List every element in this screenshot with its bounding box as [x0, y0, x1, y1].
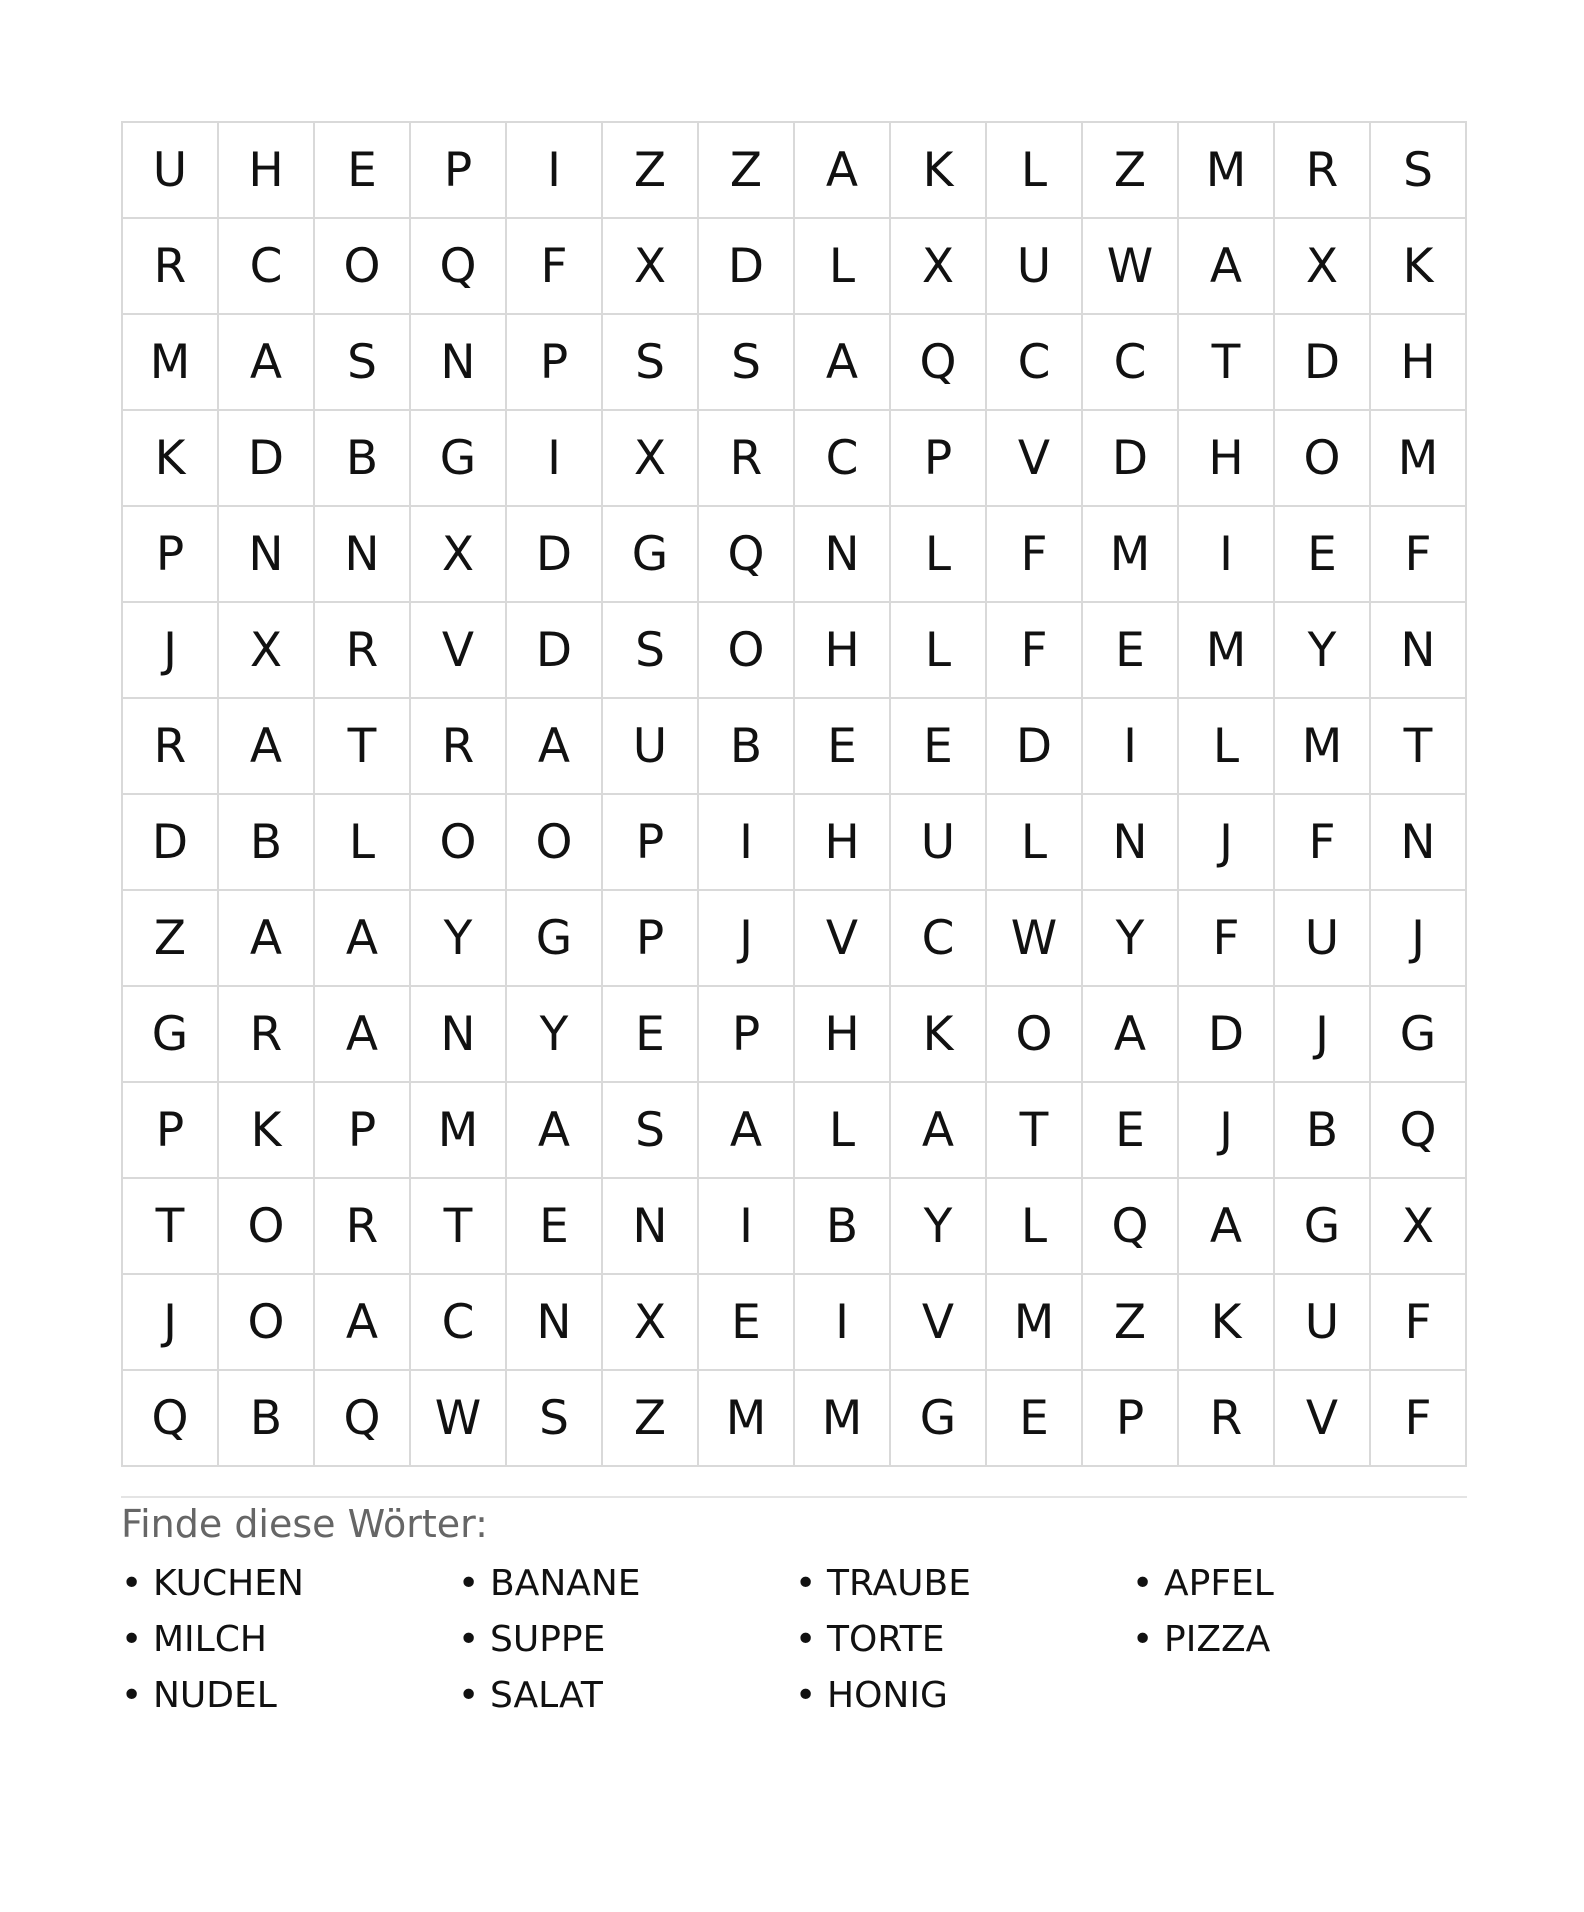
grid-cell[interactable]: D	[123, 795, 219, 891]
grid-cell[interactable]: V	[891, 1275, 987, 1371]
grid-cell[interactable]: C	[411, 1275, 507, 1371]
grid-cell[interactable]: A	[507, 1083, 603, 1179]
bullet-icon: •	[121, 1563, 143, 1604]
grid-cell[interactable]: D	[1275, 315, 1371, 411]
grid-cell[interactable]: Q	[699, 507, 795, 603]
bullet-icon: •	[121, 1675, 143, 1716]
grid-cell[interactable]: M	[1083, 507, 1179, 603]
grid-cell[interactable]: Q	[411, 219, 507, 315]
grid-cell[interactable]: P	[123, 507, 219, 603]
word-list-item	[458, 1612, 795, 1668]
word-list	[121, 1556, 1467, 1724]
word-list-item	[121, 1556, 458, 1612]
grid-cell[interactable]: N	[315, 507, 411, 603]
grid-cell[interactable]: T	[315, 699, 411, 795]
grid-cell[interactable]: R	[315, 603, 411, 699]
grid-cell[interactable]: U	[987, 219, 1083, 315]
grid-cell[interactable]: L	[987, 795, 1083, 891]
grid-cell[interactable]: O	[219, 1179, 315, 1275]
grid-cell[interactable]: Q	[1083, 1179, 1179, 1275]
grid-cell[interactable]: E	[507, 1179, 603, 1275]
grid-cell[interactable]: O	[987, 987, 1083, 1083]
bullet-icon: •	[795, 1675, 817, 1716]
word-label: KUCHEN	[153, 1563, 304, 1604]
grid-cell[interactable]: L	[795, 1083, 891, 1179]
word-label: BANANE	[490, 1563, 641, 1604]
grid-cell[interactable]: R	[219, 987, 315, 1083]
letter-grid	[121, 121, 1467, 1467]
grid-cell[interactable]: V	[411, 603, 507, 699]
grid-cell[interactable]: X	[603, 1275, 699, 1371]
grid-cell[interactable]: E	[1083, 603, 1179, 699]
grid-cell[interactable]: Y	[1083, 891, 1179, 987]
grid-cell[interactable]: F	[1371, 1275, 1467, 1371]
grid-cell[interactable]: E	[987, 1371, 1083, 1467]
grid-cell[interactable]: K	[123, 411, 219, 507]
grid-cell[interactable]: N	[1371, 603, 1467, 699]
grid-cell[interactable]: F	[1179, 891, 1275, 987]
grid-cell[interactable]: X	[603, 411, 699, 507]
grid-cell[interactable]: P	[315, 1083, 411, 1179]
grid-cell[interactable]: I	[507, 123, 603, 219]
grid-cell[interactable]: E	[315, 123, 411, 219]
grid-cell[interactable]: M	[411, 1083, 507, 1179]
grid-cell[interactable]: Z	[603, 1371, 699, 1467]
grid-cell[interactable]: L	[1179, 699, 1275, 795]
word-label: MILCH	[153, 1619, 267, 1660]
bullet-icon: •	[458, 1675, 480, 1716]
grid-cell[interactable]: K	[891, 987, 987, 1083]
grid-cell[interactable]: T	[1179, 315, 1275, 411]
grid-cell[interactable]: H	[795, 795, 891, 891]
grid-cell[interactable]: T	[1371, 699, 1467, 795]
grid-cell[interactable]: A	[1179, 1179, 1275, 1275]
grid-cell[interactable]: I	[795, 1275, 891, 1371]
grid-cell[interactable]: L	[891, 603, 987, 699]
divider	[121, 1496, 1467, 1498]
word-list-heading: Finde diese Wörter:	[121, 1502, 488, 1546]
grid-cell[interactable]: J	[1179, 1083, 1275, 1179]
grid-cell[interactable]: U	[123, 123, 219, 219]
grid-cell[interactable]: D	[987, 699, 1083, 795]
grid-cell[interactable]: X	[1371, 1179, 1467, 1275]
grid-cell[interactable]: A	[219, 699, 315, 795]
grid-cell[interactable]: A	[699, 1083, 795, 1179]
word-list-item	[1132, 1556, 1469, 1612]
grid-cell[interactable]: L	[315, 795, 411, 891]
grid-cell[interactable]: J	[1371, 891, 1467, 987]
word-label: SUPPE	[490, 1619, 606, 1660]
grid-cell[interactable]: A	[219, 315, 315, 411]
grid-cell[interactable]: D	[1179, 987, 1275, 1083]
grid-cell[interactable]: I	[699, 795, 795, 891]
grid-cell[interactable]: V	[1275, 1371, 1371, 1467]
grid-cell[interactable]: X	[411, 507, 507, 603]
grid-cell[interactable]: S	[603, 315, 699, 411]
grid-cell[interactable]: P	[411, 123, 507, 219]
grid-cell[interactable]: G	[507, 891, 603, 987]
grid-cell[interactable]: S	[603, 603, 699, 699]
grid-cell[interactable]: Z	[123, 891, 219, 987]
grid-cell[interactable]: Q	[891, 315, 987, 411]
grid-cell[interactable]: R	[123, 699, 219, 795]
grid-cell[interactable]: D	[1083, 411, 1179, 507]
grid-cell[interactable]: T	[987, 1083, 1083, 1179]
grid-cell[interactable]: D	[219, 411, 315, 507]
grid-cell[interactable]: U	[603, 699, 699, 795]
grid-cell[interactable]: I	[1179, 507, 1275, 603]
grid-cell[interactable]: O	[315, 219, 411, 315]
grid-cell[interactable]: F	[1275, 795, 1371, 891]
grid-cell[interactable]: H	[1371, 315, 1467, 411]
grid-cell[interactable]: A	[795, 315, 891, 411]
grid-cell[interactable]: R	[123, 219, 219, 315]
grid-cell[interactable]: A	[315, 987, 411, 1083]
word-list-item	[458, 1668, 795, 1724]
grid-cell[interactable]: S	[699, 315, 795, 411]
grid-cell[interactable]: W	[411, 1371, 507, 1467]
grid-cell[interactable]: R	[315, 1179, 411, 1275]
grid-cell[interactable]: H	[795, 603, 891, 699]
grid-cell[interactable]: J	[123, 1275, 219, 1371]
grid-cell[interactable]: I	[1083, 699, 1179, 795]
grid-cell[interactable]: V	[987, 411, 1083, 507]
grid-cell[interactable]: F	[507, 219, 603, 315]
grid-cell[interactable]: A	[1083, 987, 1179, 1083]
grid-cell[interactable]: E	[603, 987, 699, 1083]
grid-cell[interactable]: M	[123, 315, 219, 411]
grid-cell[interactable]: N	[411, 987, 507, 1083]
word-label: TRAUBE	[827, 1563, 971, 1604]
grid-cell[interactable]: G	[603, 507, 699, 603]
bullet-icon: •	[795, 1563, 817, 1604]
word-label: SALAT	[490, 1675, 603, 1716]
grid-cell[interactable]: M	[987, 1275, 1083, 1371]
grid-cell[interactable]: N	[795, 507, 891, 603]
grid-cell[interactable]: A	[1179, 219, 1275, 315]
grid-cell[interactable]: E	[795, 699, 891, 795]
grid-cell[interactable]: D	[507, 603, 603, 699]
grid-cell[interactable]: E	[1275, 507, 1371, 603]
grid-cell[interactable]: G	[123, 987, 219, 1083]
grid-cell[interactable]: S	[507, 1371, 603, 1467]
grid-cell[interactable]: U	[1275, 1275, 1371, 1371]
grid-cell[interactable]: P	[507, 315, 603, 411]
grid-cell[interactable]: Z	[699, 123, 795, 219]
word-list-item	[795, 1668, 1132, 1724]
grid-cell[interactable]: M	[1275, 699, 1371, 795]
grid-cell[interactable]: R	[1179, 1371, 1275, 1467]
grid-cell[interactable]: M	[1179, 123, 1275, 219]
grid-cell[interactable]: A	[315, 1275, 411, 1371]
grid-cell[interactable]: R	[1275, 123, 1371, 219]
grid-cell[interactable]: O	[411, 795, 507, 891]
grid-cell[interactable]: G	[1371, 987, 1467, 1083]
grid-cell[interactable]: R	[411, 699, 507, 795]
grid-cell[interactable]: S	[315, 315, 411, 411]
grid-cell[interactable]: C	[795, 411, 891, 507]
grid-cell[interactable]: M	[1179, 603, 1275, 699]
grid-cell[interactable]: B	[699, 699, 795, 795]
word-list-item	[795, 1612, 1132, 1668]
word-label: PIZZA	[1164, 1619, 1271, 1660]
grid-cell[interactable]: C	[1083, 315, 1179, 411]
grid-cell[interactable]: S	[603, 1083, 699, 1179]
grid-cell[interactable]: I	[507, 411, 603, 507]
grid-cell[interactable]: B	[315, 411, 411, 507]
bullet-icon: •	[458, 1619, 480, 1660]
bullet-icon: •	[1132, 1619, 1154, 1660]
grid-cell[interactable]: O	[699, 603, 795, 699]
grid-cell[interactable]: C	[891, 891, 987, 987]
grid-cell[interactable]: Y	[507, 987, 603, 1083]
grid-cell[interactable]: G	[891, 1371, 987, 1467]
grid-cell[interactable]: N	[603, 1179, 699, 1275]
word-label: APFEL	[1164, 1563, 1274, 1604]
grid-cell[interactable]: Z	[1083, 123, 1179, 219]
grid-cell[interactable]: N	[411, 315, 507, 411]
grid-cell[interactable]: H	[795, 987, 891, 1083]
grid-cell[interactable]: S	[1371, 123, 1467, 219]
word-list-item	[121, 1612, 458, 1668]
grid-cell[interactable]: K	[1179, 1275, 1275, 1371]
grid-cell[interactable]: F	[1371, 1371, 1467, 1467]
grid-cell[interactable]: O	[507, 795, 603, 891]
grid-cell[interactable]: M	[699, 1371, 795, 1467]
grid-cell[interactable]: Q	[315, 1371, 411, 1467]
grid-cell[interactable]: G	[411, 411, 507, 507]
word-list-item	[121, 1668, 458, 1724]
grid-cell[interactable]: H	[219, 123, 315, 219]
grid-cell[interactable]: F	[987, 507, 1083, 603]
grid-cell[interactable]: W	[1083, 219, 1179, 315]
grid-cell[interactable]: P	[603, 795, 699, 891]
grid-cell[interactable]: X	[1275, 219, 1371, 315]
grid-cell[interactable]: L	[795, 219, 891, 315]
grid-cell[interactable]: Y	[1275, 603, 1371, 699]
grid-cell[interactable]: C	[987, 315, 1083, 411]
grid-cell[interactable]: U	[1275, 891, 1371, 987]
grid-cell[interactable]: D	[507, 507, 603, 603]
grid-cell[interactable]: B	[1275, 1083, 1371, 1179]
grid-cell[interactable]: O	[1275, 411, 1371, 507]
grid-cell[interactable]: R	[699, 411, 795, 507]
grid-cell[interactable]: P	[603, 891, 699, 987]
bullet-icon: •	[795, 1619, 817, 1660]
grid-cell[interactable]: K	[1371, 219, 1467, 315]
grid-cell[interactable]: A	[315, 891, 411, 987]
grid-cell[interactable]: J	[1275, 987, 1371, 1083]
grid-cell[interactable]: A	[795, 123, 891, 219]
grid-cell[interactable]: O	[219, 1275, 315, 1371]
grid-cell[interactable]: W	[987, 891, 1083, 987]
grid-cell[interactable]: M	[1371, 411, 1467, 507]
bullet-icon: •	[121, 1619, 143, 1660]
grid-cell[interactable]: X	[603, 219, 699, 315]
word-list-item	[458, 1556, 795, 1612]
grid-cell[interactable]: V	[795, 891, 891, 987]
grid-cell[interactable]: T	[411, 1179, 507, 1275]
grid-cell[interactable]: J	[123, 603, 219, 699]
bullet-icon: •	[1132, 1563, 1154, 1604]
grid-cell[interactable]: N	[507, 1275, 603, 1371]
grid-cell[interactable]: B	[219, 795, 315, 891]
grid-cell[interactable]: A	[219, 891, 315, 987]
grid-cell[interactable]: Z	[1083, 1275, 1179, 1371]
word-label: HONIG	[827, 1675, 948, 1716]
word-label: NUDEL	[153, 1675, 277, 1716]
grid-cell[interactable]: F	[987, 603, 1083, 699]
word-label: TORTE	[827, 1619, 945, 1660]
grid-cell[interactable]: J	[699, 891, 795, 987]
grid-cell[interactable]: C	[219, 219, 315, 315]
bullet-icon: •	[458, 1563, 480, 1604]
grid-cell[interactable]: Q	[123, 1371, 219, 1467]
grid-cell[interactable]: Z	[603, 123, 699, 219]
grid-cell[interactable]: A	[891, 1083, 987, 1179]
grid-cell[interactable]: P	[891, 411, 987, 507]
grid-cell[interactable]: X	[219, 603, 315, 699]
grid-cell[interactable]: B	[795, 1179, 891, 1275]
grid-cell[interactable]: Q	[1371, 1083, 1467, 1179]
grid-cell[interactable]: I	[699, 1179, 795, 1275]
grid-cell[interactable]: H	[1179, 411, 1275, 507]
grid-cell[interactable]: L	[987, 123, 1083, 219]
grid-cell[interactable]: N	[219, 507, 315, 603]
grid-cell[interactable]: Y	[411, 891, 507, 987]
grid-cell[interactable]: E	[699, 1275, 795, 1371]
grid-cell[interactable]: A	[507, 699, 603, 795]
grid-cell[interactable]: N	[1083, 795, 1179, 891]
grid-cell[interactable]: Y	[891, 1179, 987, 1275]
grid-cell[interactable]: M	[795, 1371, 891, 1467]
grid-cell[interactable]: P	[1083, 1371, 1179, 1467]
grid-cell[interactable]: L	[891, 507, 987, 603]
grid-cell[interactable]: F	[1371, 507, 1467, 603]
grid-cell[interactable]: E	[891, 699, 987, 795]
grid-cell[interactable]: N	[1371, 795, 1467, 891]
grid-cell[interactable]: G	[1275, 1179, 1371, 1275]
word-list-item	[1132, 1612, 1469, 1668]
grid-cell[interactable]: U	[891, 795, 987, 891]
grid-cell[interactable]: K	[891, 123, 987, 219]
grid-cell[interactable]: J	[1179, 795, 1275, 891]
grid-cell[interactable]: D	[699, 219, 795, 315]
grid-cell[interactable]: K	[219, 1083, 315, 1179]
grid-cell[interactable]: T	[123, 1179, 219, 1275]
word-list-item	[795, 1556, 1132, 1612]
grid-cell[interactable]: P	[699, 987, 795, 1083]
grid-cell[interactable]: P	[123, 1083, 219, 1179]
grid-cell[interactable]: L	[987, 1179, 1083, 1275]
grid-cell[interactable]: X	[891, 219, 987, 315]
grid-cell[interactable]: B	[219, 1371, 315, 1467]
grid-cell[interactable]: E	[1083, 1083, 1179, 1179]
